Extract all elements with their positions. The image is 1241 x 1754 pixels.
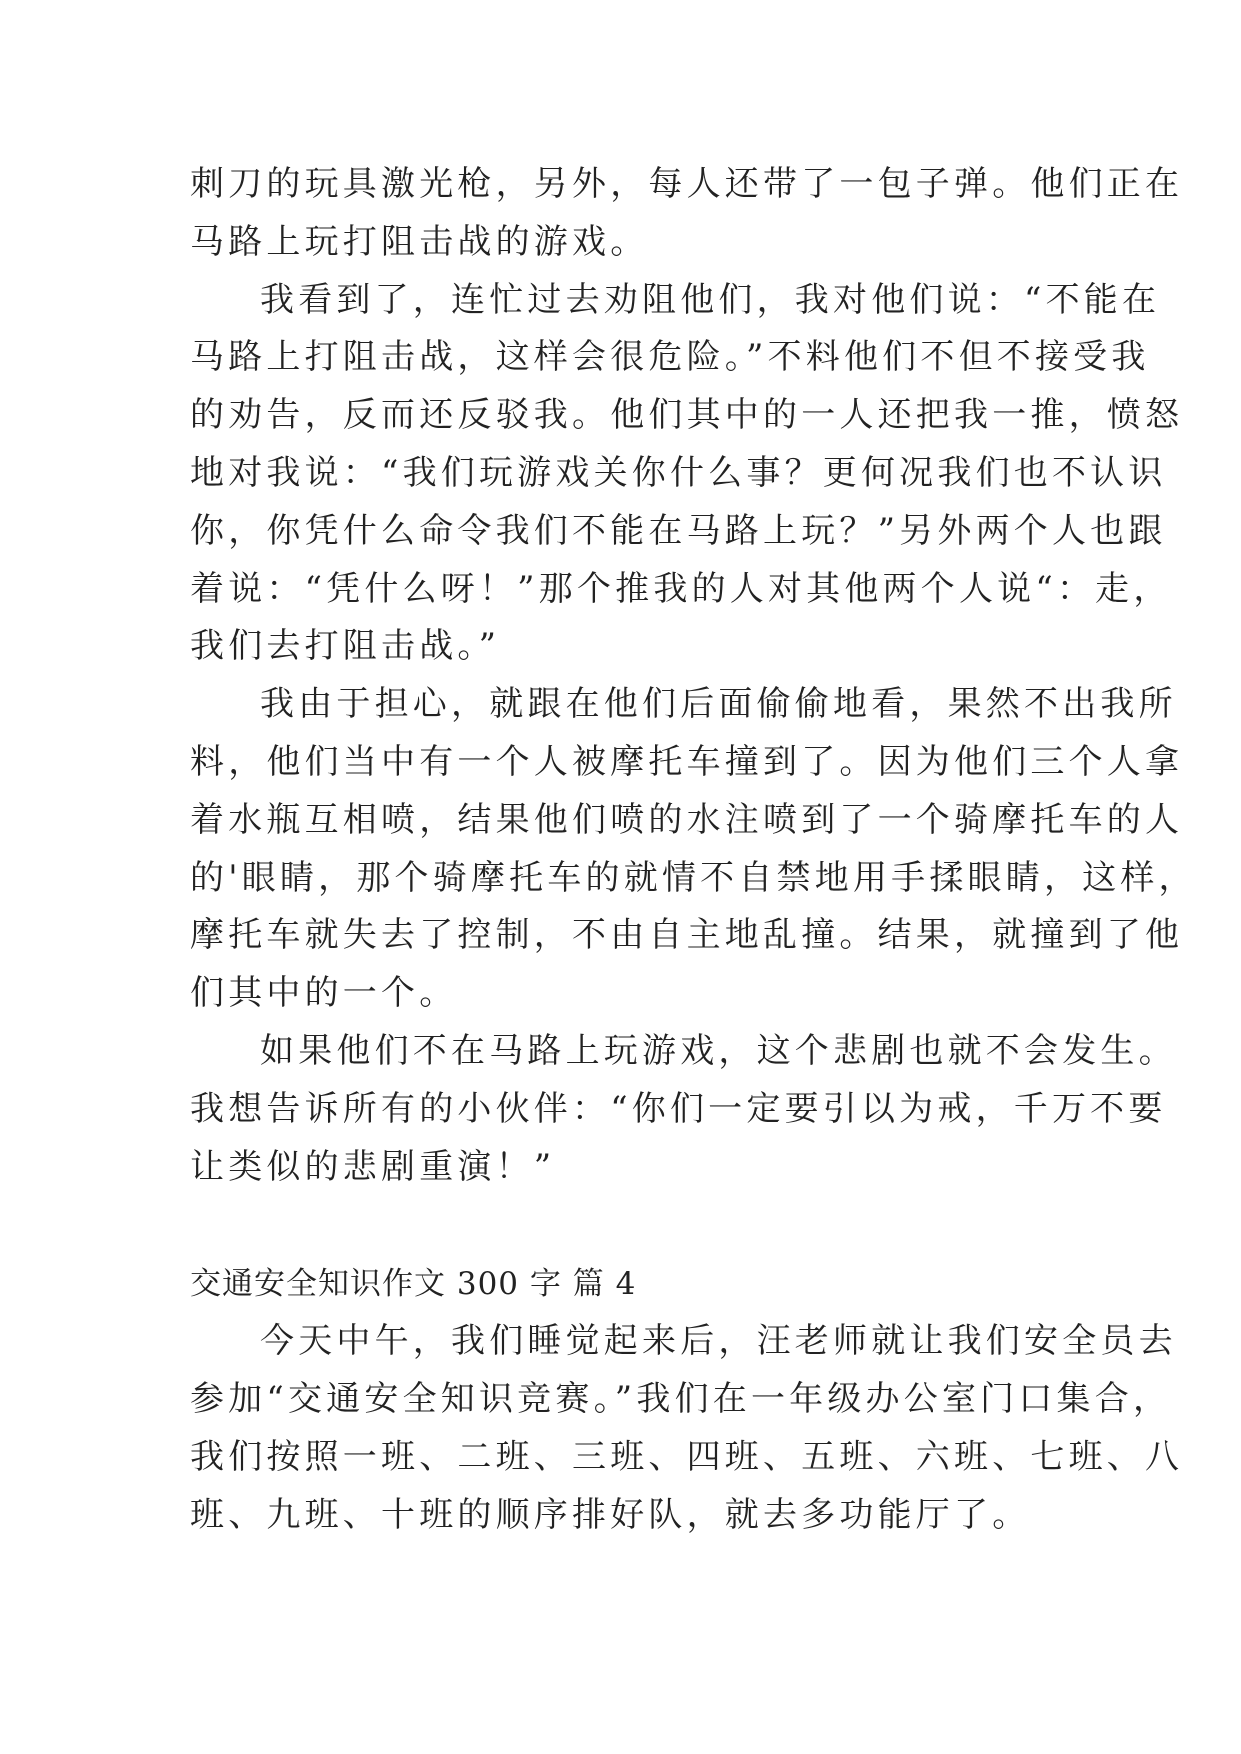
text-line: 刺刀的玩具激光枪，另外，每人还带了一包子弹。他们正在 (190, 164, 1184, 204)
text-line: 摩托车就失去了控制，不由自主地乱撞。结果，就撞到了他 (190, 915, 1184, 956)
text-line: 我想告诉所有的小伙伴：“你们一定要引以为戒，千万不要 (190, 1088, 1167, 1129)
text-line: 着水瓶互相喷，结果他们喷的水注喷到了一个骑摩托车的人 (190, 799, 1184, 840)
paragraph (190, 272, 1184, 677)
paragraph (190, 1313, 1184, 1544)
text-line: 马路上玩打阻击战的游戏。 (190, 221, 649, 262)
section-heading: 交通安全知识作文 300 字 篇 4 (190, 1266, 637, 1303)
text-line: 地对我说：“我们玩游戏关你什么事？更何况我们也不认识 (190, 452, 1167, 493)
text-line: 的劝告，反而还反驳我。他们其中的一人还把我一推，愤怒 (190, 395, 1184, 436)
text-line: 让类似的悲剧重演！” (190, 1146, 556, 1187)
text-line: 我看到了，连忙过去劝阻他们，我对他们说：“不能在 (260, 279, 1161, 320)
text-line: 如果他们不在马路上玩游戏，这个悲剧也就不会发生。 (260, 1030, 1177, 1071)
paragraph (190, 156, 1184, 272)
text-line: 我由于担心，就跟在他们后面偷偷地看，果然不出我所 (260, 684, 1177, 725)
text-line: 今天中午，我们睡觉起来后，汪老师就让我们安全员去 (260, 1321, 1177, 1362)
text-line: 料，他们当中有一个人被摩托车撞到了。因为他们三个人拿 (190, 741, 1184, 782)
text-line: 着说：“凭什么呀！”那个推我的人对其他两个人说“：走， (190, 568, 1172, 609)
section-spacer (190, 1196, 1070, 1255)
text-line: 我们按照一班、二班、三班、四班、五班、六班、七班、八 (190, 1436, 1184, 1477)
text-line: 的'眼睛，那个骑摩托车的就情不自禁地用手揉眼睛，这样， (190, 857, 1197, 898)
text-line: 班、九班、十班的顺序排好队，就去多功能厅了。 (190, 1494, 1031, 1535)
text-line: 我们去打阻击战。” (190, 626, 501, 667)
text-line: 马路上打阻击战，这样会很危险。”不料他们不但不接受我 (190, 337, 1150, 378)
paragraph (190, 676, 1197, 1023)
paragraph (190, 1023, 1177, 1196)
text-line: 你，你凭什么命令我们不能在马路上玩？”另外两个人也跟 (190, 510, 1167, 551)
text-line: 参加“交通安全知识竞赛。”我们在一年级办公室门口集合， (190, 1379, 1172, 1420)
document-body (190, 156, 1197, 1545)
text-line: 们其中的一个。 (190, 973, 458, 1014)
